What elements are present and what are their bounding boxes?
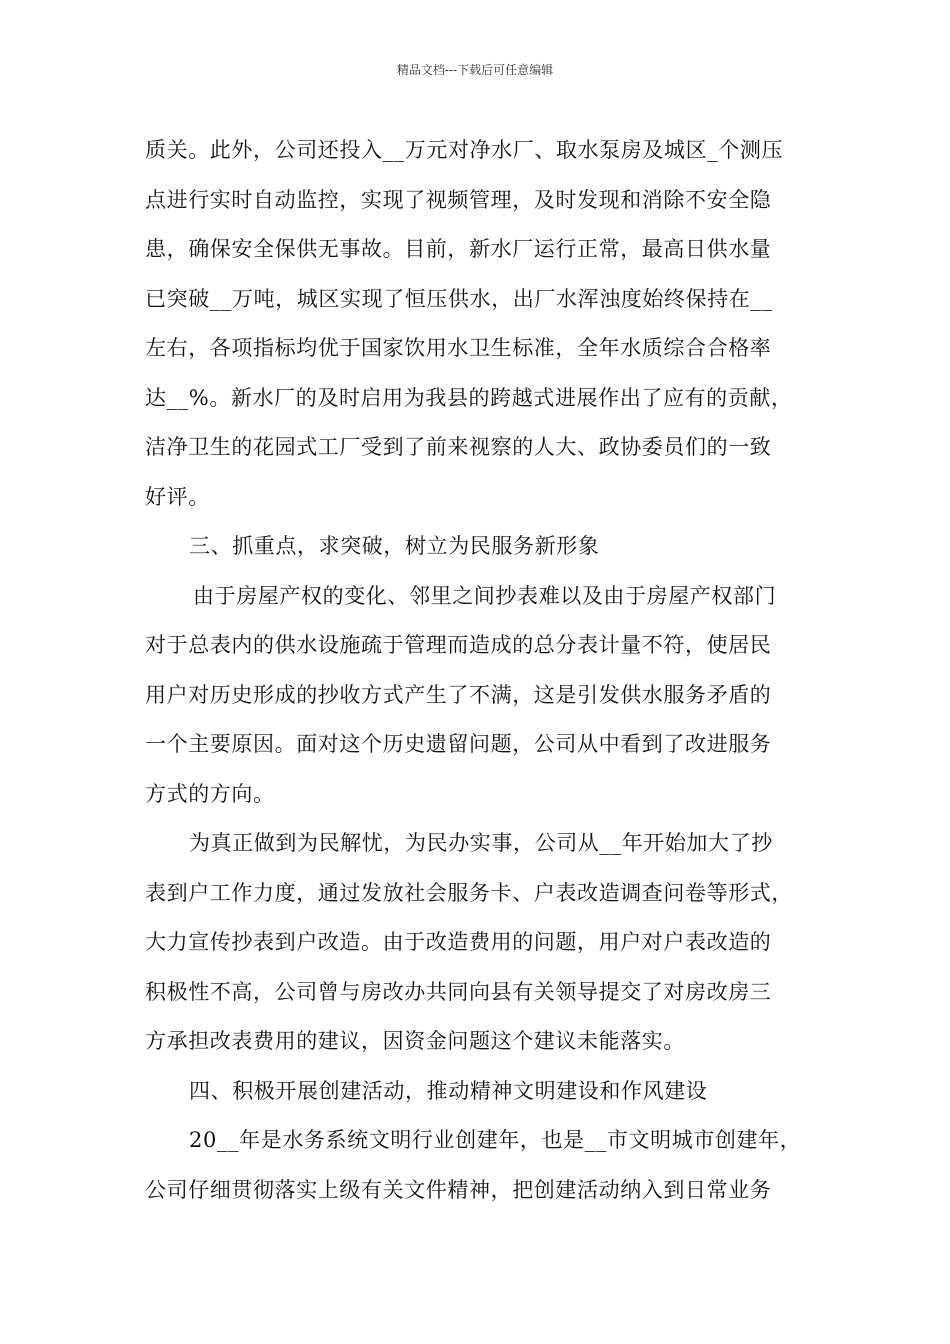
text-line: 20__年是水务系统文明行业创建年，也是__市文明城市创建年，: [189, 1128, 802, 1152]
text-line: 大力宣传抄表到户改造。由于改造费用的问题，用户对户表改造的: [145, 930, 772, 954]
text-line: 达__%。新水厂的及时启用为我县的跨越式进展作出了应有的贡献，: [145, 385, 793, 410]
text-line: 已突破__万吨，城区实现了恒压供水，出厂水浑浊度始终保持在__: [145, 286, 773, 311]
text-line: 表到户工作力度，通过发放社会服务卡、户表改造调查问卷等形式，: [145, 880, 793, 905]
text-line: 质关。此外，公司还投入__万元对净水厂、取水泵房及城区_个测压: [145, 138, 784, 162]
text-line: 方承担改表费用的建议，因资金问题这个建议未能落实。: [145, 1029, 685, 1053]
section-heading: 四、积极开展创建活动，推动精神文明建设和作风建设: [189, 1078, 708, 1103]
text-line: 公司仔细贯彻落实上级有关文件精神，把创建活动纳入到日常业务: [145, 1177, 772, 1202]
section-heading: 三、抓重点，求突破，树立为民服务新形象: [189, 534, 600, 558]
text-line: 用户对历史形成的抄收方式产生了不满，这是引发供水服务矛盾的: [145, 682, 772, 707]
text-line: 方式的方向。: [145, 781, 275, 806]
text-line: 为真正做到为民解忧，为民办实事，公司从__年开始加大了抄: [189, 831, 773, 855]
text-line: 好评。: [145, 484, 210, 509]
text-line: 点进行实时自动监控，实现了视频管理，及时发现和消除不安全隐: [145, 187, 772, 212]
document-body: [145, 126, 813, 1215]
text-line: 左右，各项指标均优于国家饮用水卫生标准，全年水质综合合格率: [145, 336, 772, 360]
text-line: 由于房屋产权的变化、邻里之间抄表难以及由于房屋产权部门: [193, 583, 777, 608]
page-header: 精品文档---下载后可任意编辑: [396, 63, 554, 77]
text-line: 洁净卫生的花园式工厂受到了前来视察的人大、政协委员们的一致: [145, 435, 772, 459]
text-line: 一个主要原因。面对这个历史遗留问题，公司从中看到了改进服务: [145, 732, 772, 756]
text-line: 患，确保安全保供无事故。目前，新水厂运行正常，最高日供水量: [145, 237, 772, 261]
text-line: 积极性不高，公司曾与房改办共同向县有关领导提交了对房改房三: [145, 979, 772, 1004]
text-line: 对于总表内的供水设施疏于管理而造成的总分表计量不符，使居民: [145, 633, 772, 657]
